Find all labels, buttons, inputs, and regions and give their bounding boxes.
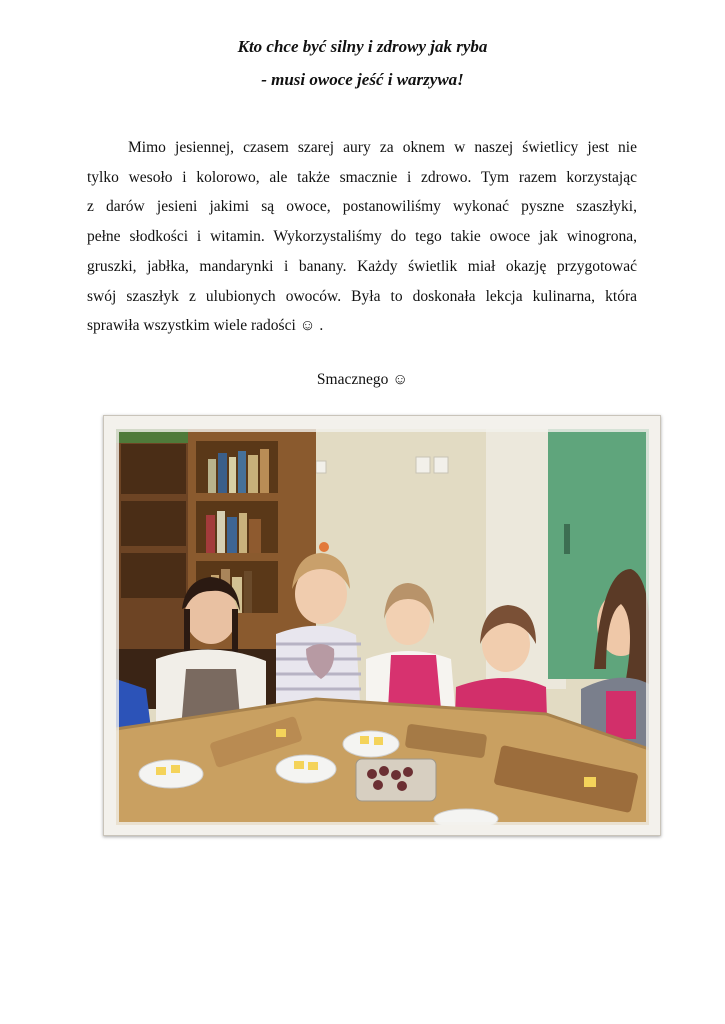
paragraph-line: pełne słodkości i witamin. Wykorzystaliśmy do tego takie owoce jak winogrona, xyxy=(87,228,637,246)
paragraph-line: swój szaszłyk z ulubionych owoców. Była to doskonała lekcja kulinarna, która xyxy=(87,287,637,305)
paragraph-line: tylko wesoło i kolorowo, ale także smacznie i zdrowo. Tym razem korzystając xyxy=(87,168,637,186)
paragraph-line: gruszki, jabłka, mandarynki i banany. Każdy świetlik miał okazję przygotować xyxy=(87,257,637,275)
photo-illustration xyxy=(116,429,649,825)
paragraph-line: sprawiła wszystkim wiele radości ☺ . xyxy=(87,317,324,335)
title-line-2: - musi owoce jeść i warzywa! xyxy=(261,70,464,89)
signoff: Smacznego ☺ xyxy=(316,371,409,388)
body-paragraph xyxy=(87,133,637,341)
classroom-photo xyxy=(116,429,649,825)
photo-frame xyxy=(103,415,661,836)
paragraph-line: Mimo jesiennej, czasem szarej aury za oknem w naszej świetlicy jest nie xyxy=(128,139,637,156)
paragraph-line: z darów jesieni jakimi są owoce, postanowiliśmy wykonać pyszne szaszłyki, xyxy=(87,198,637,216)
title-line-1: Kto chce być silny i zdrowy jak ryba xyxy=(237,37,488,56)
